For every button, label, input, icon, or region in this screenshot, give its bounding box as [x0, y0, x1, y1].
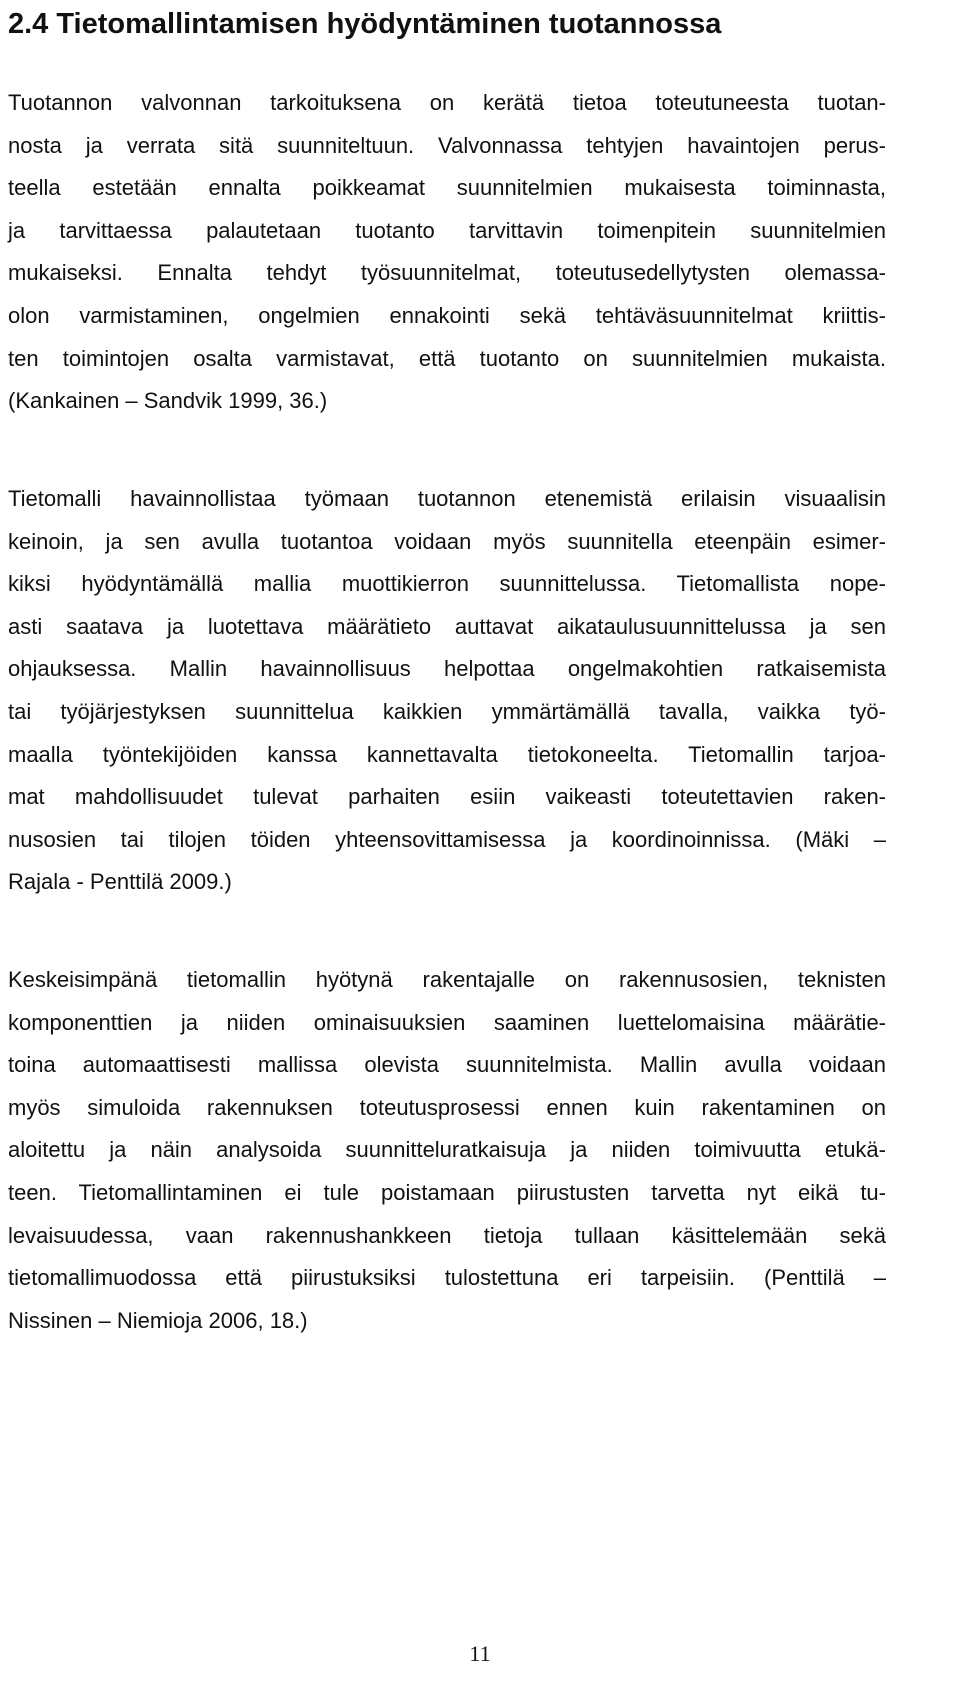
- text-line: teen. Tietomallintaminen ei tule poistamaan piirustusten tarvetta nyt eikä tu-: [8, 1180, 886, 1205]
- text-line: levaisuudessa, vaan rakennushankkeen tietoja tullaan käsittelemään sekä: [8, 1223, 886, 1248]
- text-line: aloitettu ja näin analysoida suunnitteluratkaisuja ja niiden toimivuutta etukä-: [8, 1137, 886, 1162]
- text-line: kiksi hyödyntämällä mallia muottikierron suunnittelussa. Tietomallista nope-: [8, 571, 886, 596]
- text-line: komponenttien ja niiden ominaisuuksien saaminen luettelomaisina määrätie-: [8, 1010, 886, 1035]
- text-line: Nissinen – Niemioja 2006, 18.): [8, 1308, 308, 1333]
- text-line: tietomallimuodossa että piirustuksiksi tulostettuna eri tarpeisiin. (Penttilä –: [8, 1265, 886, 1290]
- text-line: ohjauksessa. Mallin havainnollisuus helpottaa ongelmakohtien ratkaisemista: [8, 656, 886, 681]
- text-line: toina automaattisesti mallissa olevista suunnitelmista. Mallin avulla voidaan: [8, 1052, 886, 1077]
- text-line: Rajala - Penttilä 2009.): [8, 869, 232, 894]
- section-heading: 2.4 Tietomallintamisen hyödyntäminen tuotannossa: [8, 8, 722, 40]
- page-number: 11: [469, 1641, 491, 1666]
- text-line: ten toimintojen osalta varmistavat, että tuotanto on suunnitelmien mukaista.: [8, 346, 886, 371]
- text-line: Keskeisimpänä tietomallin hyötynä rakentajalle on rakennusosien, teknisten: [8, 967, 886, 992]
- text-line: mat mahdollisuudet tulevat parhaiten esiin vaikeasti toteutettavien raken-: [8, 784, 886, 809]
- text-line: ja tarvittaessa palautetaan tuotanto tarvittavin toimenpitein suunnitelmien: [8, 218, 886, 243]
- text-line: nosta ja verrata sitä suunniteltuun. Valvonnassa tehtyjen havaintojen perus-: [8, 133, 886, 158]
- text-line: Tietomalli havainnollistaa työmaan tuotannon etenemistä erilaisin visuaalisin: [8, 486, 886, 511]
- text-line: asti saatava ja luotettava määrätieto auttavat aikataulusuunnittelussa ja sen: [8, 614, 886, 639]
- text-line: (Kankainen – Sandvik 1999, 36.): [8, 388, 328, 413]
- text-line: olon varmistaminen, ongelmien ennakointi sekä tehtäväsuunnitelmat kriittis-: [8, 303, 886, 328]
- text-line: keinoin, ja sen avulla tuotantoa voidaan myös suunnitella eteenpäin esimer-: [8, 529, 886, 554]
- text-line: Tuotannon valvonnan tarkoituksena on kerätä tietoa toteutuneesta tuotan-: [8, 90, 886, 115]
- text-line: tai työjärjestyksen suunnittelua kaikkien ymmärtämällä tavalla, vaikka työ-: [8, 699, 886, 724]
- text-line: mukaiseksi. Ennalta tehdyt työsuunnitelmat, toteutusedellytysten olemassa-: [8, 260, 886, 285]
- text-line: nusosien tai tilojen töiden yhteensovittamisessa ja koordinoinnissa. (Mäki –: [8, 827, 886, 852]
- text-line: teella estetään ennalta poikkeamat suunnitelmien mukaisesta toiminnasta,: [8, 175, 886, 200]
- text-line: myös simuloida rakennuksen toteutusprosessi ennen kuin rakentaminen on: [8, 1095, 886, 1120]
- text-line: maalla työntekijöiden kanssa kannettavalta tietokoneelta. Tietomallin tarjoa-: [8, 742, 886, 767]
